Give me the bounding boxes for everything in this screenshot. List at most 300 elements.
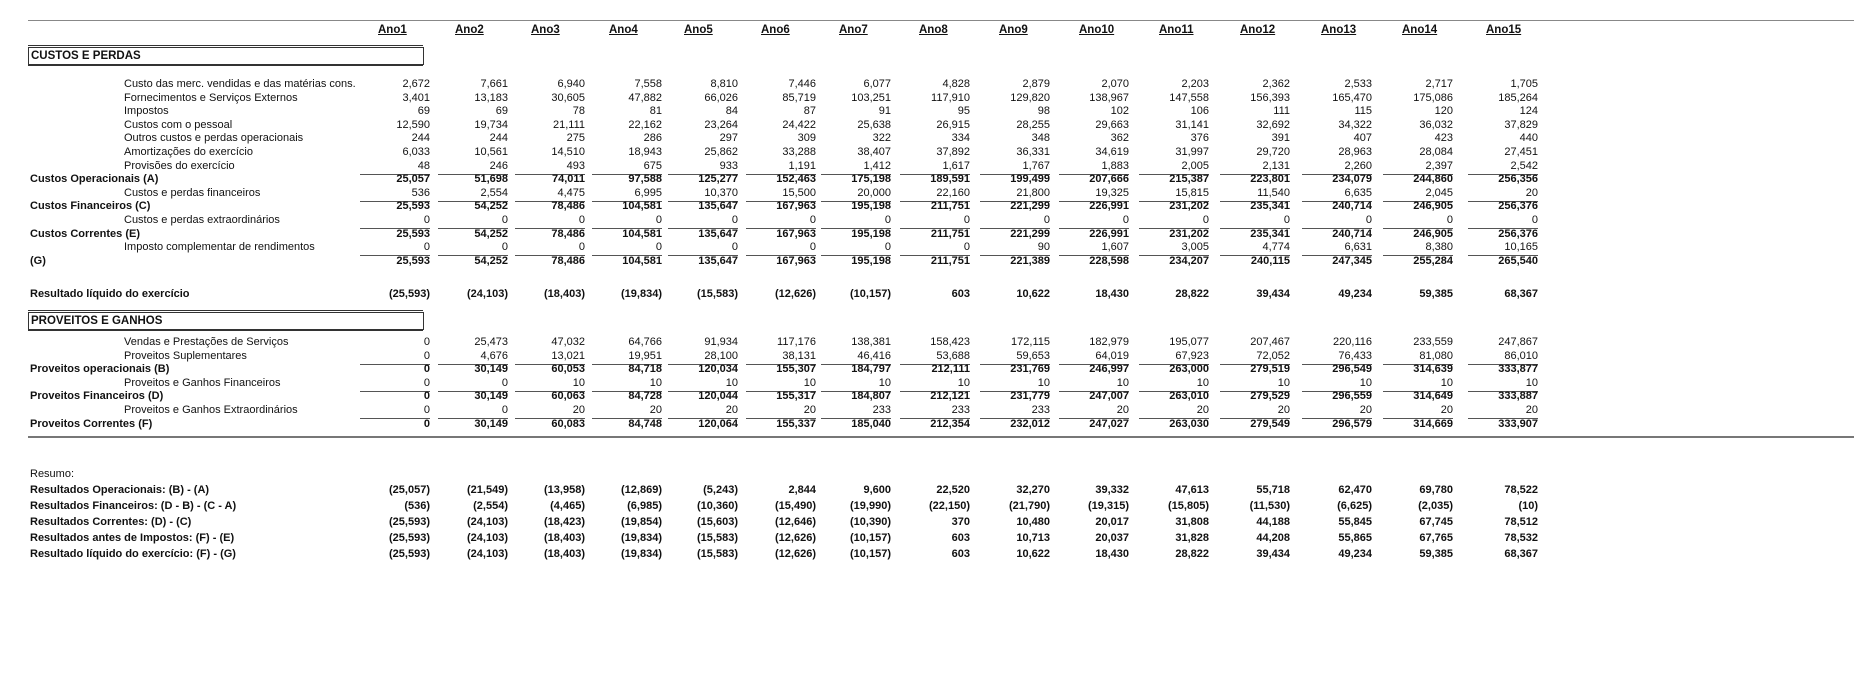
value-cell: 279,519 [1250, 363, 1290, 376]
value-cell: (15,805) [1168, 500, 1209, 512]
value-cell: 20 [1220, 402, 1290, 419]
value-cell: 220,116 [1333, 336, 1372, 348]
row-label: Proveitos operacionais (B) [30, 363, 170, 376]
value-cell: (536) [404, 500, 430, 512]
value-cell: 81 [649, 105, 662, 118]
value-cell: 263,010 [1169, 390, 1209, 403]
value-cell: 69 [495, 105, 508, 118]
value-cell: 10 [980, 375, 1050, 392]
value-cell: 233,559 [1413, 336, 1453, 348]
value-cell: 2,362 [1262, 78, 1290, 90]
value-cell: 31,828 [1175, 532, 1209, 544]
table-row [28, 416, 1854, 432]
value-cell: 0 [1139, 212, 1209, 229]
value-cell: 124 [1519, 105, 1538, 118]
row-label: (G) [30, 254, 46, 267]
value-cell: 27,451 [1504, 146, 1538, 158]
value-cell: 155,337 [776, 417, 816, 430]
value-cell: (5,243) [703, 484, 738, 496]
value-cell: 36,032 [1419, 118, 1453, 131]
value-cell: 212,354 [930, 417, 970, 430]
value-cell: 53,688 [900, 348, 970, 365]
value-cell: 0 [1468, 212, 1538, 229]
value-cell: 2,672 [402, 78, 430, 90]
value-cell: (25,593) [389, 532, 430, 544]
income-statement-sheet [28, 14, 1854, 654]
value-cell: 195,077 [1169, 336, 1209, 348]
value-cell: 10 [900, 375, 970, 392]
value-cell: 296,559 [1332, 390, 1372, 403]
value-cell: 120,034 [698, 363, 738, 376]
value-cell: 235,341 [1250, 200, 1290, 213]
value-cell: 115 [1354, 105, 1372, 118]
value-cell: 6,635 [1302, 185, 1372, 202]
summary-label: Resultados Correntes: (D) - (C) [30, 516, 192, 528]
value-cell: 10 [592, 375, 662, 392]
value-cell: 226,991 [1089, 227, 1129, 240]
value-cell: 603 [951, 548, 970, 560]
value-cell: 30,605 [551, 91, 585, 104]
value-cell: (6,625) [1337, 500, 1372, 512]
row-label: Impostos [124, 105, 169, 118]
row-label: Custos e perdas extraordinários [124, 214, 280, 226]
value-cell: 120,064 [698, 417, 738, 430]
value-cell: 0 [423, 390, 430, 403]
year-header-cell: Ano5 [684, 24, 713, 36]
value-cell: 31,808 [1175, 516, 1209, 528]
value-cell: 10 [821, 375, 891, 392]
value-cell: 95 [957, 105, 970, 118]
value-cell: 86,010 [1468, 348, 1538, 365]
value-cell: 28,100 [668, 348, 738, 365]
value-cell: 34,322 [1338, 118, 1372, 131]
year-header-cell: Ano12 [1240, 24, 1276, 36]
value-cell: 6,995 [592, 185, 662, 202]
value-cell: 48 [360, 158, 430, 175]
value-cell: 106 [1190, 105, 1209, 118]
value-cell: 2,844 [788, 484, 816, 496]
value-cell: (19,990) [850, 500, 891, 512]
row-label: Proveitos e Ganhos Extraordinários [124, 404, 298, 416]
value-cell: 62,470 [1338, 484, 1372, 496]
value-cell: 184,797 [851, 363, 891, 376]
value-cell: 20 [1059, 402, 1129, 419]
net-result-label: Resultado líquido do exercício [30, 288, 190, 300]
year-header-cell: Ano15 [1486, 24, 1522, 36]
year-header-cell: Ano8 [919, 24, 948, 36]
value-cell: 0 [423, 417, 430, 430]
value-cell: 20 [1139, 402, 1209, 419]
value-cell: (6,985) [627, 500, 662, 512]
value-cell: 47,032 [551, 336, 585, 348]
value-cell: 167,963 [776, 200, 816, 213]
value-cell: 34,619 [1095, 146, 1129, 158]
value-cell: 240,714 [1332, 200, 1372, 213]
value-cell: 165,470 [1332, 91, 1372, 104]
value-cell: 138,381 [851, 336, 891, 348]
value-cell: 22,520 [936, 484, 970, 496]
value-cell: 20 [515, 402, 585, 419]
value-cell: 97,588 [628, 173, 662, 186]
value-cell: 10 [1468, 375, 1538, 392]
value-cell: 2,542 [1468, 158, 1538, 175]
value-cell: 20 [668, 402, 738, 419]
value-cell: 6,940 [557, 78, 585, 90]
section-rule [28, 310, 423, 311]
value-cell: 155,307 [776, 363, 816, 376]
value-cell: 255,284 [1413, 254, 1453, 267]
value-cell: 59,385 [1419, 288, 1453, 300]
row-label: Outros custos e perdas operacionais [124, 132, 304, 145]
net-result-row [28, 286, 1854, 302]
value-cell: 207,467 [1250, 336, 1290, 348]
value-cell: 2,005 [1139, 158, 1209, 175]
value-cell: 10,165 [1468, 239, 1538, 256]
value-cell: 0 [360, 402, 430, 419]
value-cell: 44,188 [1256, 516, 1290, 528]
value-cell: (25,057) [389, 484, 430, 496]
value-cell: 38,407 [857, 146, 891, 158]
value-cell: 296,579 [1332, 417, 1372, 430]
value-cell: (10,157) [850, 548, 891, 560]
value-cell: 0 [438, 239, 508, 256]
value-cell: 172,115 [1011, 336, 1050, 348]
section-rule [28, 45, 423, 46]
value-cell: 0 [360, 375, 430, 392]
value-cell: 231,779 [1010, 390, 1050, 403]
value-cell: 15,500 [746, 185, 816, 202]
value-cell: 104,581 [622, 200, 662, 213]
value-cell: 215,387 [1169, 173, 1209, 186]
value-cell: 0 [423, 336, 430, 348]
value-cell: (25,593) [389, 548, 430, 560]
value-cell: 13,021 [515, 348, 585, 365]
row-label: Fornecimentos e Serviços Externos [124, 91, 298, 104]
value-cell: 279,529 [1250, 390, 1290, 403]
value-cell: 32,270 [1016, 484, 1050, 496]
value-cell: 0 [515, 212, 585, 229]
value-cell: 20 [592, 402, 662, 419]
summary-row [28, 514, 1854, 530]
value-cell: 91 [878, 105, 891, 118]
value-cell: 231,202 [1169, 200, 1209, 213]
value-cell: 24,422 [782, 118, 816, 131]
value-cell: 59,653 [980, 348, 1050, 365]
value-cell: 85,719 [782, 91, 816, 104]
value-cell: (11,530) [1249, 500, 1290, 512]
value-cell: 81,080 [1383, 348, 1453, 365]
value-cell: 232,012 [1010, 417, 1050, 430]
value-cell: 0 [360, 212, 430, 229]
value-cell: 391 [1271, 132, 1290, 145]
value-cell: 6,077 [863, 78, 891, 90]
row-label: Proveitos Financeiros (D) [30, 390, 164, 403]
value-cell: 263,000 [1169, 363, 1209, 376]
value-cell: 20 [746, 402, 816, 419]
value-cell: 25,862 [704, 146, 738, 158]
value-cell: 370 [951, 516, 970, 528]
value-cell: 78,512 [1504, 516, 1538, 528]
value-cell: 195,198 [851, 200, 891, 213]
year-header-cell: Ano9 [999, 24, 1028, 36]
value-cell: 30,149 [474, 390, 508, 403]
value-cell: 120,044 [698, 390, 738, 403]
value-cell: 265,540 [1498, 254, 1538, 267]
value-cell: 0 [668, 239, 738, 256]
value-cell: (18,403) [544, 532, 585, 544]
value-cell: 231,769 [1010, 363, 1050, 376]
value-cell: (10,360) [697, 500, 738, 512]
value-cell: 247,867 [1498, 336, 1538, 348]
value-cell: 10 [1302, 375, 1372, 392]
value-cell: 246,905 [1413, 200, 1453, 213]
value-cell: 211,751 [930, 227, 970, 240]
value-cell: 286 [643, 132, 662, 145]
value-cell: 2,533 [1344, 78, 1372, 90]
value-cell: 246,905 [1413, 227, 1453, 240]
value-cell: 167,963 [776, 254, 816, 267]
value-cell: 29,663 [1095, 118, 1129, 131]
value-cell: 55,865 [1338, 532, 1372, 544]
value-cell: 0 [746, 239, 816, 256]
value-cell: 3,401 [402, 91, 430, 104]
value-cell: 152,463 [776, 173, 816, 186]
value-cell: 120 [1434, 105, 1453, 118]
year-header-cell: Ano1 [378, 24, 407, 36]
value-cell: 67,923 [1139, 348, 1209, 365]
value-cell: 233 [980, 402, 1050, 419]
value-cell: 11,540 [1220, 185, 1290, 202]
value-cell: 10,480 [1016, 516, 1050, 528]
value-cell: 29,720 [1256, 146, 1290, 158]
value-cell: 19,951 [592, 348, 662, 365]
value-cell: (13,958) [544, 484, 585, 496]
value-cell: 21,800 [980, 185, 1050, 202]
row-label: Custos Financeiros (C) [30, 200, 151, 213]
value-cell: 263,030 [1169, 417, 1209, 430]
value-cell: 98 [1037, 105, 1050, 118]
value-cell: 0 [423, 363, 430, 376]
value-cell: 2,203 [1181, 78, 1209, 90]
value-cell: 18,430 [1095, 548, 1129, 560]
value-cell: 60,053 [551, 363, 585, 376]
value-cell: (15,583) [697, 532, 738, 544]
value-cell: 7,558 [634, 78, 662, 90]
value-cell: 19,325 [1059, 185, 1129, 202]
value-cell: 212,111 [931, 363, 970, 376]
value-cell: 10,370 [668, 185, 738, 202]
value-cell: 135,647 [698, 200, 738, 213]
value-cell: 4,475 [515, 185, 585, 202]
value-cell: 0 [515, 239, 585, 256]
value-cell: 10,713 [1016, 532, 1050, 544]
value-cell: 10 [515, 375, 585, 392]
value-cell: 66,026 [704, 91, 738, 104]
value-cell: 38,131 [746, 348, 816, 365]
value-cell: 3,005 [1139, 239, 1209, 256]
year-header-cell: Ano7 [839, 24, 868, 36]
value-cell: (12,626) [775, 548, 816, 560]
value-cell: 322 [872, 132, 891, 145]
value-cell: 256,356 [1498, 173, 1538, 186]
summary-label: Resultados antes de Impostos: (F) - (E) [30, 532, 235, 544]
value-cell: 90 [980, 239, 1050, 256]
value-cell: 10,561 [474, 146, 508, 158]
value-cell: 22,160 [900, 185, 970, 202]
value-cell: 240,115 [1250, 254, 1290, 267]
summary-row [28, 482, 1854, 498]
value-cell: (10,157) [850, 288, 891, 300]
value-cell: 2,554 [438, 185, 508, 202]
value-cell: (15,583) [697, 548, 738, 560]
value-cell: 246,997 [1089, 363, 1129, 376]
value-cell: 10 [668, 375, 738, 392]
value-cell: 231,202 [1169, 227, 1209, 240]
value-cell: 2,070 [1101, 78, 1129, 90]
value-cell: 185,264 [1498, 91, 1538, 104]
year-header-row [28, 22, 1854, 38]
row-label: Custo das merc. vendidas e das matérias cons. [124, 78, 356, 90]
value-cell: 60,083 [551, 417, 585, 430]
value-cell: 18,943 [628, 146, 662, 158]
year-header-cell: Ano10 [1079, 24, 1115, 36]
value-cell: 246 [438, 158, 508, 175]
value-cell: (12,869) [621, 484, 662, 496]
value-cell: (15,583) [697, 288, 738, 300]
value-cell: 37,892 [936, 146, 970, 158]
value-cell: (25,593) [389, 516, 430, 528]
year-header-cell: Ano11 [1159, 24, 1194, 36]
value-cell: 69,780 [1419, 484, 1453, 496]
value-cell: 111 [1273, 105, 1290, 118]
value-cell: 64,766 [628, 336, 662, 348]
value-cell: 78 [572, 105, 585, 118]
summary-title-row [28, 466, 1854, 482]
value-cell: 175,198 [851, 173, 891, 186]
value-cell: (24,103) [467, 548, 508, 560]
row-label: Custos Correntes (E) [30, 227, 141, 240]
value-cell: 407 [1353, 132, 1372, 145]
value-cell: 234,079 [1332, 173, 1372, 186]
value-cell: 54,252 [474, 254, 508, 267]
value-cell: 104,581 [622, 227, 662, 240]
value-cell: 84 [725, 105, 738, 118]
value-cell: 28,822 [1175, 548, 1209, 560]
value-cell: 4,828 [942, 78, 970, 90]
value-cell: 84,718 [628, 363, 662, 376]
value-cell: (19,834) [621, 548, 662, 560]
value-cell: 309 [797, 132, 816, 145]
value-cell: 39,434 [1256, 288, 1290, 300]
value-cell: 211,751 [930, 200, 970, 213]
year-header-cell: Ano3 [531, 24, 560, 36]
value-cell: 31,141 [1175, 118, 1209, 131]
value-cell: 47,613 [1175, 484, 1209, 496]
value-cell: 51,698 [474, 173, 508, 186]
value-cell: 25,593 [396, 254, 430, 267]
value-cell: 67,765 [1419, 532, 1453, 544]
value-cell: 20,000 [821, 185, 891, 202]
value-cell: 54,252 [474, 200, 508, 213]
value-cell: (19,854) [621, 516, 662, 528]
value-cell: 0 [1059, 212, 1129, 229]
value-cell: 68,367 [1504, 288, 1538, 300]
value-cell: 235,341 [1250, 227, 1290, 240]
value-cell: 20 [1468, 402, 1538, 419]
value-cell: 7,661 [480, 78, 508, 90]
value-cell: 333,887 [1498, 390, 1538, 403]
value-cell: 78,486 [551, 227, 585, 240]
value-cell: 244 [489, 132, 508, 145]
value-cell: (22,150) [929, 500, 970, 512]
section-rule [28, 65, 423, 66]
value-cell: 247,345 [1332, 254, 1372, 267]
value-cell: 25,057 [396, 173, 430, 186]
value-cell: 536 [360, 185, 430, 202]
value-cell: 221,389 [1010, 254, 1050, 267]
value-cell: 10 [1059, 375, 1129, 392]
value-cell: 1,767 [980, 158, 1050, 175]
value-cell: 10 [746, 375, 816, 392]
value-cell: 7,446 [788, 78, 816, 90]
value-cell: 156,393 [1250, 91, 1290, 104]
value-cell: 31,997 [1175, 146, 1209, 158]
value-cell: (21,790) [1009, 500, 1050, 512]
row-label: Imposto complementar de rendimentos [124, 241, 315, 254]
value-cell: 20 [1302, 402, 1372, 419]
value-cell: 135,647 [698, 254, 738, 267]
value-cell: (12,626) [775, 532, 816, 544]
value-cell: 0 [1383, 212, 1453, 229]
value-cell: 28,255 [1016, 118, 1050, 131]
value-cell: 182,979 [1089, 336, 1129, 348]
value-cell: 6,033 [402, 146, 430, 158]
section-title-revenue: PROVEITOS E GANHOS [28, 312, 424, 330]
row-label: Provisões do exercício [124, 159, 235, 172]
summary-label: Resultados Financeiros: (D - B) - (C - A) [30, 500, 237, 512]
value-cell: 76,433 [1302, 348, 1372, 365]
value-cell: 23,264 [704, 118, 738, 131]
value-cell: 60,063 [551, 390, 585, 403]
value-cell: 0 [360, 348, 430, 365]
value-cell: 0 [668, 212, 738, 229]
value-cell: 10 [1139, 375, 1209, 392]
value-cell: (12,646) [775, 516, 816, 528]
value-cell: (19,834) [621, 288, 662, 300]
value-cell: 84,748 [628, 417, 662, 430]
value-cell: (15,603) [697, 516, 738, 528]
value-cell: 247,027 [1089, 417, 1129, 430]
value-cell: 64,019 [1059, 348, 1129, 365]
value-cell: 54,252 [474, 227, 508, 240]
value-cell: 36,331 [1016, 146, 1050, 158]
value-cell: 2,717 [1425, 78, 1453, 90]
top-rule [28, 20, 1854, 21]
section-title-costs: CUSTOS E PERDAS [28, 47, 424, 65]
value-cell: 78,522 [1504, 484, 1538, 496]
value-cell: 0 [900, 239, 970, 256]
value-cell: 32,692 [1256, 118, 1290, 131]
value-cell: 10 [1220, 375, 1290, 392]
value-cell: 2,260 [1302, 158, 1372, 175]
row-label: Vendas e Prestações de Serviços [124, 336, 289, 348]
value-cell: 44,208 [1256, 532, 1290, 544]
value-cell: 275 [566, 132, 585, 145]
value-cell: 240,714 [1332, 227, 1372, 240]
year-header-cell: Ano14 [1402, 24, 1438, 36]
value-cell: 37,829 [1504, 118, 1538, 131]
value-cell: 55,718 [1256, 484, 1290, 496]
